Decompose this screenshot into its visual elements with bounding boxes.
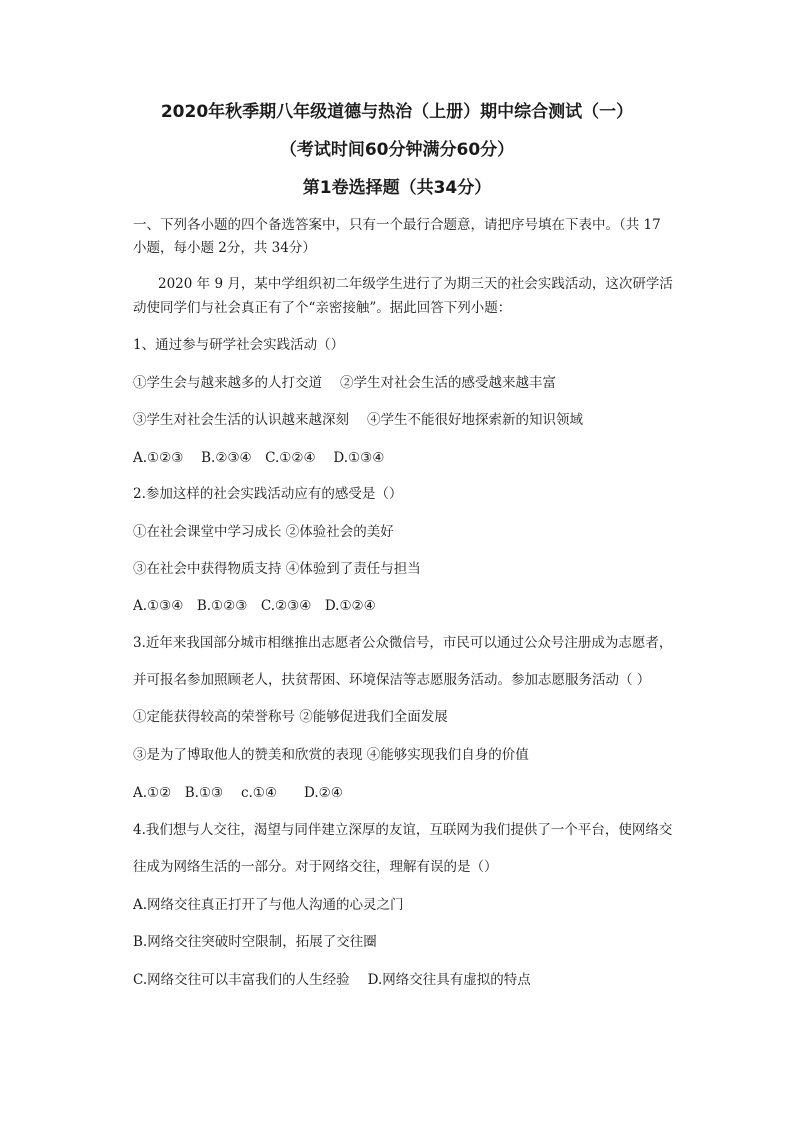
question-1-stem: 1、通过参与研学社会实践活动（） (133, 337, 345, 353)
context-line-1: 2020 年 9 月，某中学组织初二年级学生进行了为期三天的社会实践活动，这次研学活 (158, 276, 673, 292)
question-4-choice-a: A.网络交往真正打开了与他人沟通的心灵之门 (133, 897, 404, 913)
question-3-options: A.①② B.①③ c.①④ D.②④ (133, 785, 343, 801)
question-4-stem-2: 往成为网络生活的一部分。对于网络交往，理解有误的是（） (133, 859, 498, 875)
statement: ④学生不能很好地探索新的知识领域 (367, 412, 583, 428)
statement: ③学生对社会生活的认识越来越深刻 (133, 412, 349, 428)
question-3-statements-1: ①定能获得较高的荣誉称号 ②能够促进我们全面发展 (133, 709, 448, 725)
question-1-statements-1 (133, 373, 556, 393)
question-4-stem-1: 4.我们想与人交往，渴望与同伴建立深厚的友谊，互联网为我们提供了一个平台，使网络交 (133, 822, 673, 838)
question-2-statements-2: ③在社会中获得物质支持 ④体验到了责任与担当 (133, 561, 421, 577)
question-4-choice-d: D.网络交往具有虚拟的特点 (367, 972, 531, 988)
question-3-statements-2: ③是为了博取他人的赞美和欣赏的表现 ④能够实现我们自身的价值 (133, 747, 529, 763)
question-3-stem-2: 并可报名参加照顾老人，扶贫帮困、环境保洁等志愿服务活动。参加志愿服务活动（ ） (133, 672, 651, 688)
exam-title: 2020年秋季期八年级道德与热治（上册）期中综合测试（一） (160, 102, 634, 122)
question-1-statements-2 (133, 410, 583, 430)
question-4-choice-c: C.网络交往可以丰富我们的人生经验 (133, 972, 350, 988)
statement: ②学生对社会生活的感受越来越丰富 (340, 375, 556, 391)
statement: ①学生会与越来越多的人打交道 (133, 375, 322, 391)
question-4-choices-cd (133, 970, 531, 990)
question-1-options: A.①②③ B.②③④ C.①②④ D.①③④ (133, 450, 385, 466)
instructions-line-1: 一、下列各小题的四个备选答案中，只有一个最行合题意，请把序号填在下表中。（共 17 (133, 217, 661, 233)
instructions-line-2: 小题，每小题 2分，共 34分） (133, 240, 316, 256)
exam-subtitle: （考试时间60分钟满分60分） (279, 140, 515, 160)
question-4-choice-b: B.网络交往突破时空限制，拓展了交往圈 (133, 934, 377, 950)
question-2-statements-1: ①在社会课堂中学习成长 ②体验社会的美好 (133, 524, 394, 540)
context-line-2: 动使同学们与社会真正有了个“亲密接触”。据此回答下列小题： (133, 300, 512, 316)
section-heading: 第1卷选择题（共34分） (302, 178, 492, 198)
question-3-stem-1: 3.近年来我国部分城市相继推出志愿者公众微信号，市民可以通过公众号注册成为志愿者， (133, 635, 673, 651)
question-2-options: A.①③④ B.①②③ C.②③④ D.①②④ (133, 598, 376, 614)
question-2-stem: 2.参加这样的社会实践活动应有的感受是（） (133, 486, 403, 502)
